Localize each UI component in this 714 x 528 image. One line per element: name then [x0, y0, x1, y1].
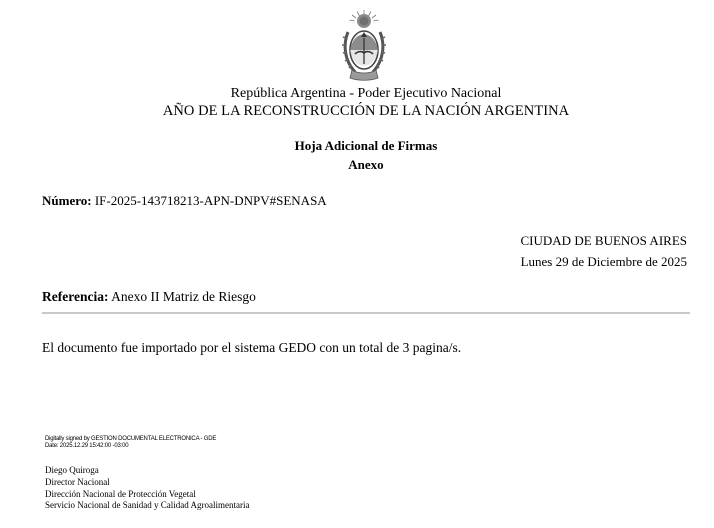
date: Lunes 29 de Diciembre de 2025 [520, 254, 687, 269]
document-title: Hoja Adicional de Firmas [294, 138, 438, 153]
reference-value: Anexo II Matriz de Riesgo [111, 289, 256, 304]
signer-name: Diego Quiroga [45, 465, 99, 475]
document-number-value: IF-2025-143718213-APN-DNPV#SENASA [94, 193, 327, 208]
signer-agency: Servicio Nacional de Sanidad y Calidad Agroalimentaria [45, 500, 250, 510]
argentina-coat-of-arms-icon [340, 8, 388, 84]
digital-signature-line: Digitally signed by GESTION DOCUMENTAL ELECTRONICA - GDE [45, 436, 217, 442]
divider [42, 312, 690, 314]
reference [42, 289, 256, 305]
document-number [42, 193, 327, 209]
header-line-2: AÑO DE LA RECONSTRUCCIÓN DE LA NACIÓN ARGENTINA [162, 103, 570, 119]
signer-title: Director Nacional [45, 477, 110, 487]
document-subtitle: Anexo [348, 157, 384, 172]
reference-label: Referencia: [42, 289, 109, 304]
digital-signature-date: Date: 2025.12.29 15:42:00 -03:00 [45, 443, 129, 449]
header-line-1: República Argentina - Poder Ejecutivo Nacional [230, 86, 502, 101]
city: CIUDAD DE BUENOS AIRES [520, 233, 687, 248]
body-text: El documento fue importado por el sistema GEDO con un total de 3 pagina/s. [42, 340, 462, 355]
document-number-label: Número: [42, 193, 92, 208]
signer-office: Dirección Nacional de Protección Vegetal [45, 489, 196, 499]
